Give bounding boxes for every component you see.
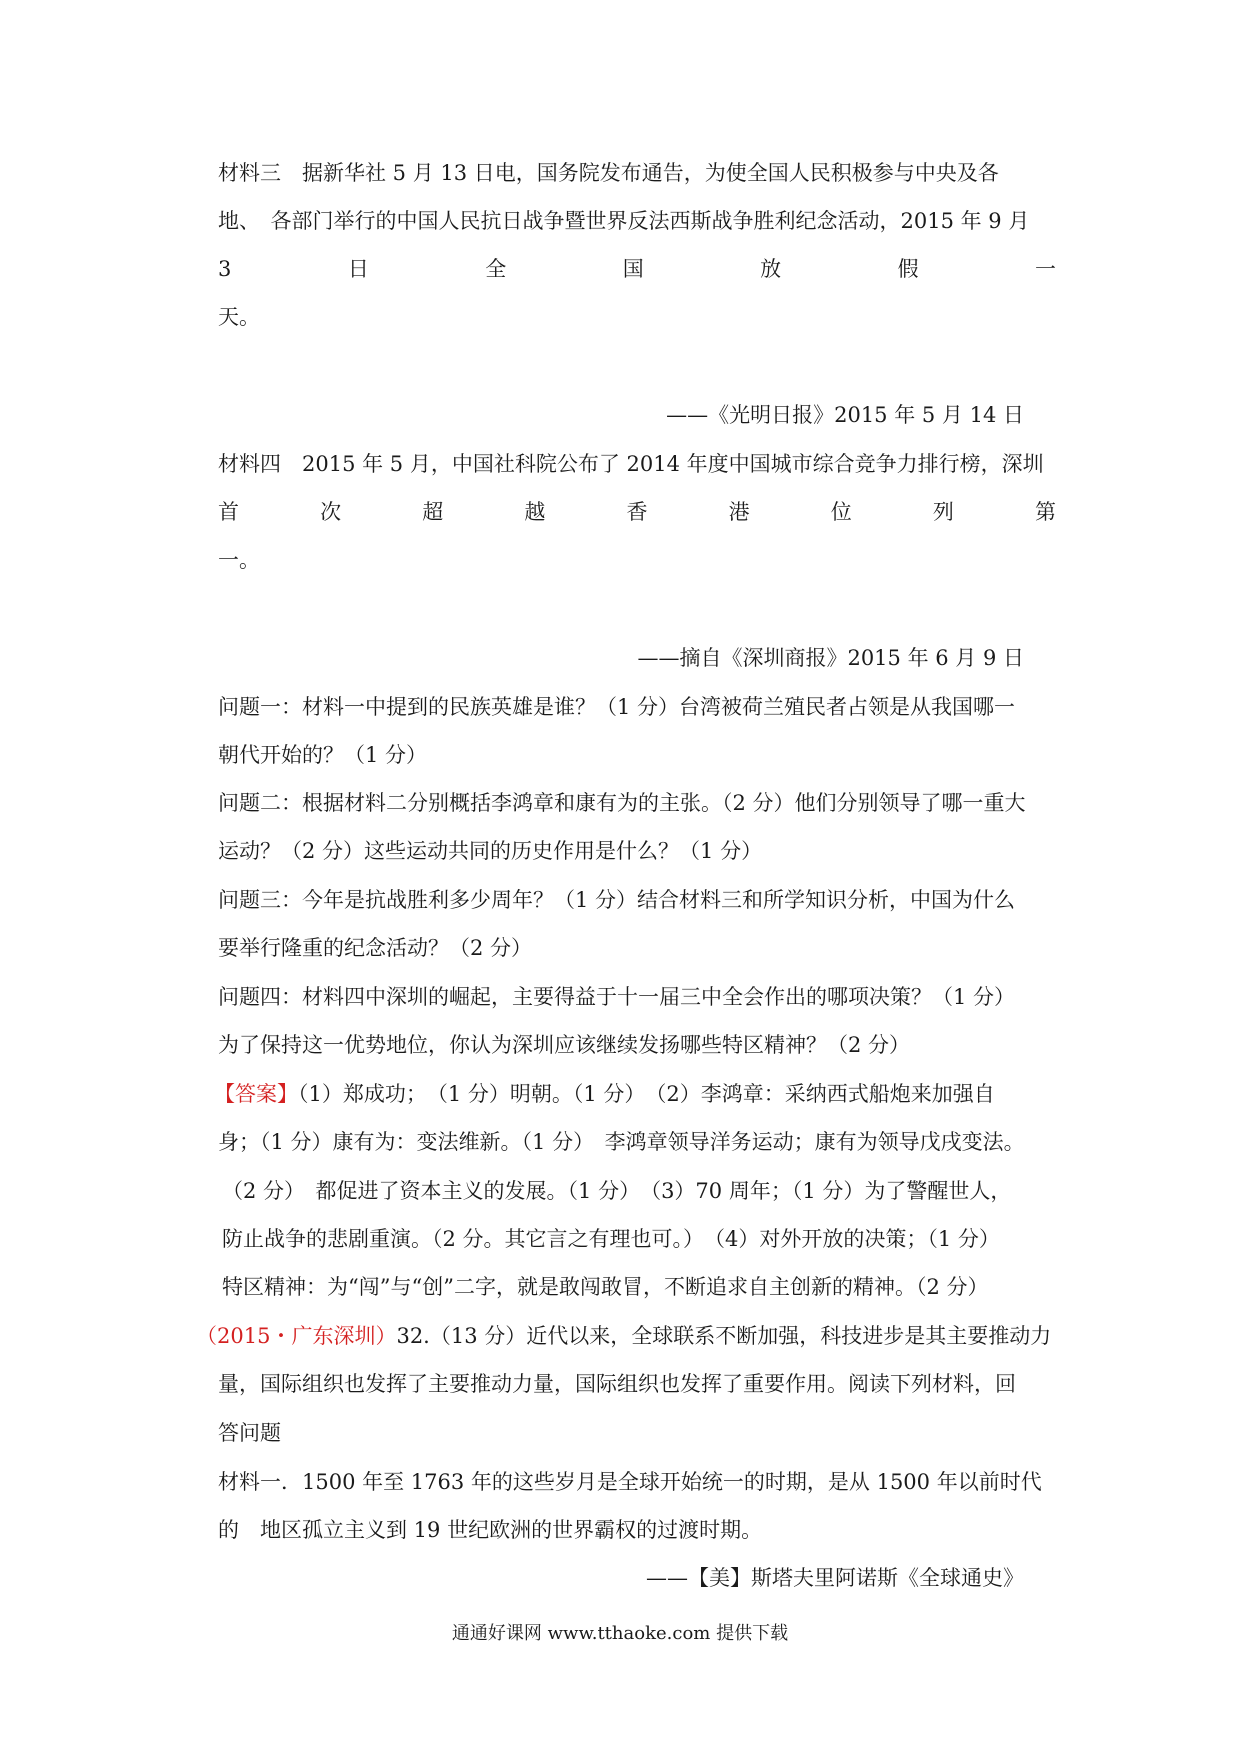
word: 列 — [932, 500, 954, 524]
question1-line1: 问题一：材料一中提到的民族英雄是谁？（1 分）台湾被荷兰殖民者占领是从我国哪一 — [218, 695, 1016, 719]
word: 一 — [1035, 257, 1056, 281]
question2-line1: 问题二：根据材料二分别概括李鸿章和康有为的主张。（2 分）他们分别领导了哪一重大 — [218, 791, 1026, 815]
word: 第 — [1035, 500, 1056, 524]
word: 放 — [760, 257, 782, 281]
word: 港 — [728, 500, 750, 524]
material3-line3 — [218, 254, 1056, 284]
word: 国 — [622, 257, 644, 281]
word: 香 — [626, 500, 648, 524]
question32-line3: 答问题 — [218, 1421, 281, 1445]
material1-source: ——【美】斯塔夫里阿诺斯《全球通史》 — [646, 1566, 1024, 1590]
question3-line2: 要举行隆重的纪念活动？（2 分） — [218, 936, 533, 960]
answer-line3: （2 分） 都促进了资本主义的发展。（1 分） （3）70 周年；（1 分）为了警醒世人， — [222, 1179, 1012, 1203]
word: 次 — [320, 500, 342, 524]
material3-line4: 天。 — [218, 305, 260, 329]
answer-line4: 防止战争的悲剧重演。（2 分。其它言之有理也可。） （4）对外开放的决策；（1 分） — [222, 1227, 1000, 1251]
word: 全 — [485, 257, 507, 281]
question3-line1: 问题三：今年是抗战胜利多少周年？（1 分）结合材料三和所学知识分析，中国为什么 — [218, 888, 1016, 912]
word: 越 — [524, 500, 546, 524]
question1-line2: 朝代开始的？（1 分） — [218, 743, 428, 767]
question2-line2: 运动？（2 分）这些运动共同的历史作用是什么？（1 分） — [218, 839, 763, 863]
word: 首 — [218, 500, 239, 524]
answer-text: （1）郑成功； （1 分）明朝。（1 分） （2）李鸿章：采纳西式船炮来加强自 — [298, 1082, 995, 1106]
question32-line1 — [196, 1321, 1056, 1351]
page-footer: 通通好课网 www.tthaoke.com 提供下载 — [451, 1623, 789, 1644]
word: 3 — [218, 257, 232, 281]
word: 日 — [347, 257, 369, 281]
question32-line2: 量，国际组织也发挥了主要推动力量，国际组织也发挥了重要作用。阅读下列材料，回 — [218, 1372, 1016, 1396]
answer-line2: 身；（1 分）康有为：变法维新。（1 分） 李鸿章领导洋务运动；康有为领导戊戌变法。 — [218, 1130, 1025, 1154]
question4-line2: 为了保持这一优势地位，你认为深圳应该继续发扬哪些特区精神？（2 分） — [218, 1033, 911, 1057]
material4-line1: 材料四 2015 年 5 月，中国社科院公布了 2014 年度中国城市综合竞争力排行榜，深圳 — [218, 452, 1044, 476]
material4-line2 — [218, 497, 1056, 527]
material1-line1: 材料一．1500 年至 1763 年的这些岁月是全球开始统一的时期，是从 1500 年以前时代 — [218, 1470, 1042, 1494]
material4-line3: 一。 — [218, 548, 260, 572]
question32-text: 32.（13 分）近代以来，全球联系不断加强，科技进步是其主要推动力 — [396, 1324, 1052, 1348]
material4-source: ——摘自《深圳商报》2015 年 6 月 9 日 — [637, 646, 1024, 670]
answer-tag: 【答案】 — [214, 1082, 298, 1106]
material1-line2: 的 地区孤立主义到 19 世纪欧洲的世界霸权的过渡时期。 — [218, 1518, 763, 1542]
word: 假 — [897, 257, 919, 281]
material3-line2: 地、 各部门举行的中国人民抗日战争暨世界反法西斯战争胜利纪念活动，2015 年 9 月 — [218, 209, 1030, 233]
answer-line5: 特区精神：为“闯”与“创”二字，就是敢闯敢冒，不断追求自主创新的精神。（2 分） — [222, 1275, 989, 1299]
source-tag: （2015・广东深圳） — [196, 1324, 397, 1348]
word: 超 — [422, 500, 444, 524]
material3-source: ——《光明日报》2015 年 5 月 14 日 — [666, 403, 1024, 427]
answer-line1 — [214, 1079, 1052, 1109]
word: 位 — [830, 500, 852, 524]
question4-line1: 问题四：材料四中深圳的崛起，主要得益于十一届三中全会作出的哪项决策？（1 分） — [218, 985, 1016, 1009]
material3-line1: 材料三 据新华社 5 月 13 日电，国务院发布通告，为使全国人民积极参与中央及各 — [218, 161, 999, 185]
